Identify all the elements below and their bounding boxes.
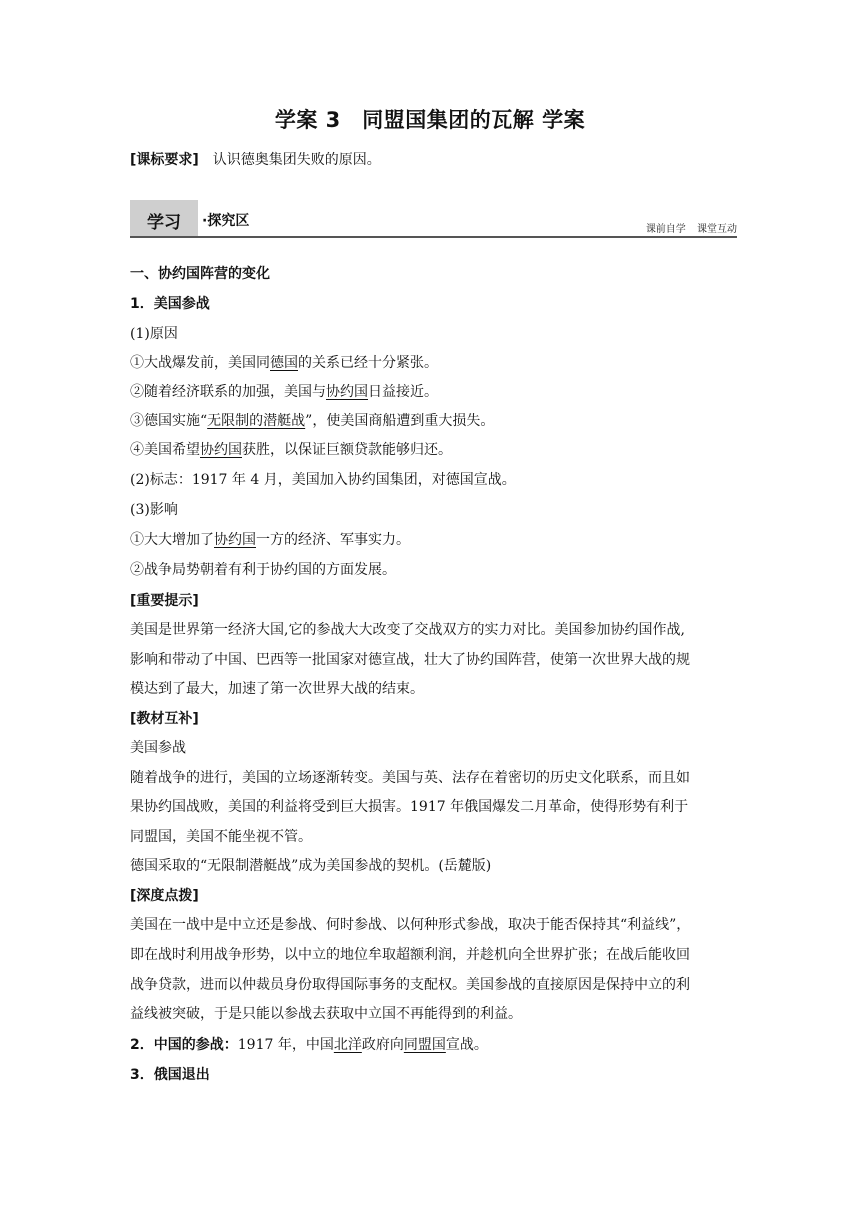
subsection-title: 1．美国参战 (130, 296, 210, 312)
subsection-title: 2．中国的参战： (130, 1037, 238, 1053)
banner-tab-label: 学习 (147, 213, 181, 233)
text-segment: ④美国希望 (130, 442, 200, 458)
text-segment: 获胜，以保证巨额贷款能够归还。 (242, 442, 452, 458)
subsection-title: 3．俄国退出 (130, 1067, 210, 1083)
text-segment: 1917 年，中国 (237, 1037, 334, 1053)
underlined-term: 协约国 (214, 532, 256, 548)
banner-subtitle: ·探究区 (202, 213, 250, 229)
text-segment: 一方的经济、军事实力。 (256, 532, 410, 548)
impact-label: (3)影响 (130, 502, 178, 518)
section-heading: 一、协约国阵营的变化 (130, 266, 270, 282)
text-segment: ①大战爆发前，美国同 (130, 355, 270, 371)
textbook-subtitle: 美国参战 (130, 740, 186, 756)
deep-line: 益线被突破，于是只能以参战去获取中立国不再能得到的利益。 (130, 1006, 522, 1022)
impact-item (130, 530, 410, 550)
section-banner (130, 200, 737, 240)
textbook-line: 同盟国，美国不能坐视不管。 (130, 829, 312, 845)
underlined-term: 北洋 (333, 1037, 362, 1053)
text-segment: 日益接近。 (368, 384, 438, 400)
page-title: 学案 3 同盟国集团的瓦解 学案 (274, 108, 586, 132)
textbook-line: 随着战争的进行，美国的立场逐渐转变。美国与英、法存在着密切的历史文化联系，而且如 (130, 770, 690, 786)
sign-paragraph: (2)标志：1917 年 4 月，美国加入协约国集团，对德国宣战。 (130, 472, 516, 488)
underlined-term: 德国 (270, 355, 298, 371)
impact-item: ②战争局势朝着有利于协约国的方面发展。 (130, 562, 396, 578)
text-segment: ③德国实施“ (130, 413, 208, 429)
curriculum-requirement (130, 150, 381, 170)
text-segment: 的关系已经十分紧张。 (298, 355, 438, 371)
cause-item (130, 353, 438, 373)
underlined-term: 无限制的潜艇战 (207, 413, 306, 429)
cause-item (130, 382, 438, 402)
textbook-line: 果协约国战败，美国的利益将受到巨大损害。1917 年俄国爆发二月革命，使得形势有利于 (130, 799, 689, 815)
china-entry (130, 1035, 488, 1055)
cause-item (130, 411, 494, 431)
underlined-term: 协约国 (326, 384, 368, 400)
textbook-label: [教材互补] (130, 711, 199, 727)
text-segment: ②随着经济联系的加强，美国与 (130, 384, 326, 400)
deep-line: 战争贷款，进而以仲裁员身份取得国际事务的支配权。美国参战的直接原因是保持中立的利 (130, 977, 690, 993)
deep-line: 即在战时利用战争形势，以中立的地位牟取超额利润，并趁机向全世界扩张；在战后能收回 (130, 947, 690, 963)
tip-line: 影响和带动了中国、巴西等一批国家对德宣战，壮大了协约国阵营，使第一次世界大战的规 (130, 652, 690, 668)
banner-divider (130, 236, 737, 238)
deep-label: [深度点拨] (130, 888, 199, 904)
text-segment: ①大大增加了 (130, 532, 214, 548)
requirement-label: [课标要求] (130, 152, 199, 168)
text-segment: ”，使美国商船遭到重大损失。 (305, 413, 495, 429)
cause-item (130, 440, 452, 460)
text-segment: 宣战。 (445, 1037, 488, 1053)
deep-line: 美国在一战中是中立还是参战、何时参战、以何种形式参战，取决于能否保持其“利益线”， (130, 917, 691, 933)
tip-line: 模达到了最大，加速了第一次世界大战的结束。 (130, 681, 424, 697)
underlined-term: 协约国 (200, 442, 242, 458)
tip-line: 美国是世界第一经济大国,它的参战大大改变了交战双方的实力对比。美国参加协约国作战, (130, 622, 685, 638)
text-segment: 政府向 (361, 1037, 404, 1053)
textbook-line: 德国采取的“无限制潜艇战”成为美国参战的契机。(岳麓版) (130, 858, 492, 874)
underlined-term: 同盟国 (403, 1037, 446, 1053)
banner-right-text: 课前自学 课堂互动 (645, 224, 737, 235)
banner-tab (130, 200, 198, 236)
tip-label: [重要提示] (130, 593, 199, 609)
cause-label: (1)原因 (130, 326, 178, 342)
requirement-text: 认识德奥集团失败的原因。 (212, 152, 381, 168)
